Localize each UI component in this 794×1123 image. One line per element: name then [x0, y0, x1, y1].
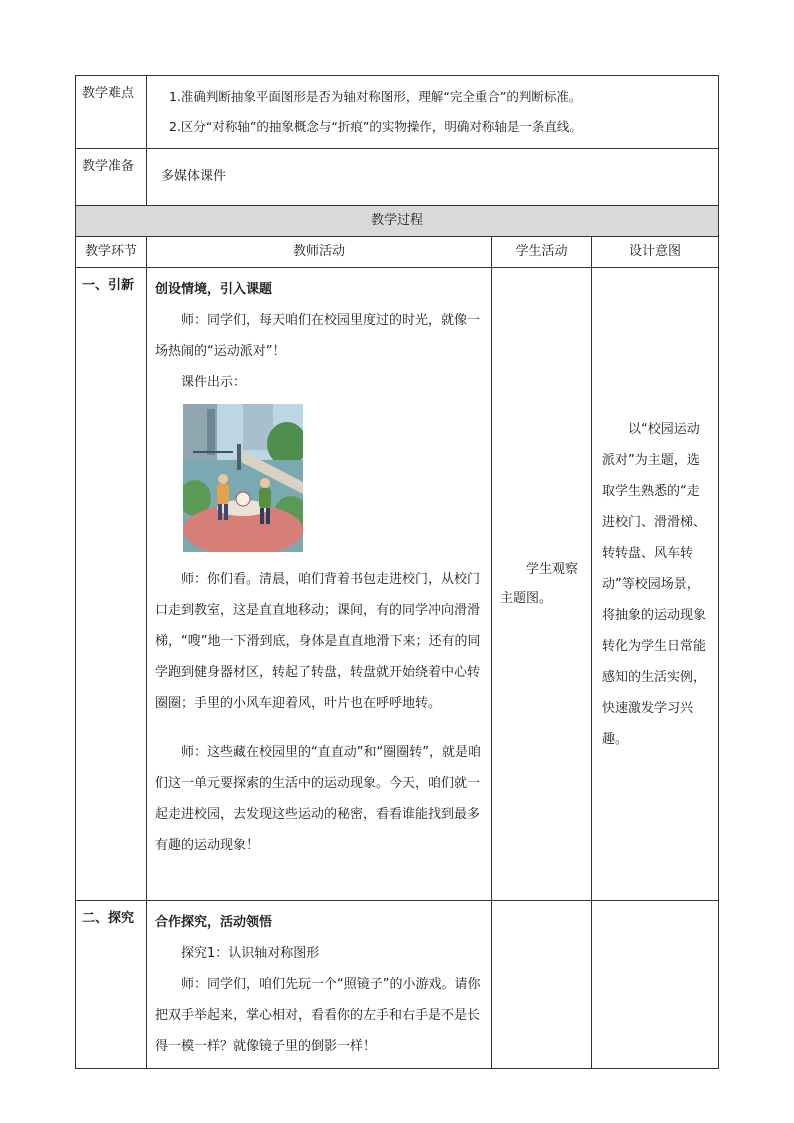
teacher-activity-2: [147, 901, 492, 1069]
header-student: 学生活动: [492, 237, 592, 268]
design-intent-2: [592, 901, 719, 1069]
student-activity-1: [492, 268, 592, 901]
process-title-row: [76, 206, 719, 237]
teacher-paragraph: 师：这些藏在校园里的“直直动”和“圈圈转”，就是咱们这一单元要探索的生活中的运动现象。今天，咱们就一起走进校园，去发现这些运动的秘密，看看谁能找到最多有趣的运动现象！: [155, 745, 481, 853]
prep-label: 教学准备: [76, 149, 147, 206]
prep-text: 多媒体课件: [147, 149, 719, 206]
header-stage: 教学环节: [76, 237, 147, 268]
difficulty-content: [147, 76, 719, 149]
lesson-table: [75, 75, 719, 1069]
section-title-2: 合作探究，活动领悟: [155, 915, 273, 930]
process-title: 教学过程: [76, 206, 719, 237]
teacher-paragraph: 课件出示：: [181, 375, 247, 390]
difficulty-item-2: 2.区分“对称轴”的抽象概念与“折痕”的实物操作，明确对称轴是一条直线。: [169, 119, 582, 134]
section-row-2: [76, 901, 719, 1069]
prep-row: [76, 149, 719, 206]
teacher-paragraph: 师：同学们，每天咱们在校园里度过的时光，就像一场热闹的“运动派对”！: [155, 313, 481, 359]
difficulty-item-1: 1.准确判断抽象平面图形是否为轴对称图形，理解“完全重合”的判断标准。: [169, 89, 582, 104]
explore-subtitle: 探究1：认识轴对称图形: [181, 946, 320, 961]
section-row-1: [76, 268, 719, 901]
design-text-1: 以“校园运动派对”为主题，选取学生熟悉的“走进校门、滑滑梯、转转盘、风车转动”等校园场景，将抽象的运动现象转化为学生日常能感知的生活实例，快速激发学习兴趣。: [602, 421, 707, 747]
campus-scene-illustration: [183, 404, 303, 552]
header-teacher: 教师活动: [147, 237, 492, 268]
header-row: [76, 237, 719, 268]
header-design: 设计意图: [592, 237, 719, 268]
lesson-plan: [75, 75, 718, 1069]
difficulty-label: 教学难点: [76, 76, 147, 149]
teacher-activity-1: [147, 268, 492, 901]
teacher-paragraph: 师：你们看。清晨，咱们背着书包走进校门，从校门口走到教室，这是直直地移动；课间，有的同学冲向滑滑梯，“嗖”地一下滑到底，身体是直直地滑下来；还有的同学跑到健身器材区，转起了转盘，转盘就开始绕着中心转圈圈；手里的小风车迎着风，叶片也在呼呼地转。: [155, 572, 481, 711]
section-label-2: 二、探究: [76, 901, 147, 1069]
student-text-1: 学生观察主题图。: [500, 562, 579, 606]
difficulty-row: [76, 76, 719, 149]
student-activity-2: [492, 901, 592, 1069]
spacer: [155, 719, 484, 737]
design-intent-1: [592, 268, 719, 901]
section-title-1: 创设情境，引入课题: [155, 282, 273, 297]
section-label-1: 一、引新: [76, 268, 147, 901]
teacher-paragraph: 师：同学们，咱们先玩一个“照镜子”的小游戏。请你把双手举起来，掌心相对，看看你的左手和右手是不是长得一模一样？就像镜子里的倒影一样！: [155, 977, 481, 1054]
